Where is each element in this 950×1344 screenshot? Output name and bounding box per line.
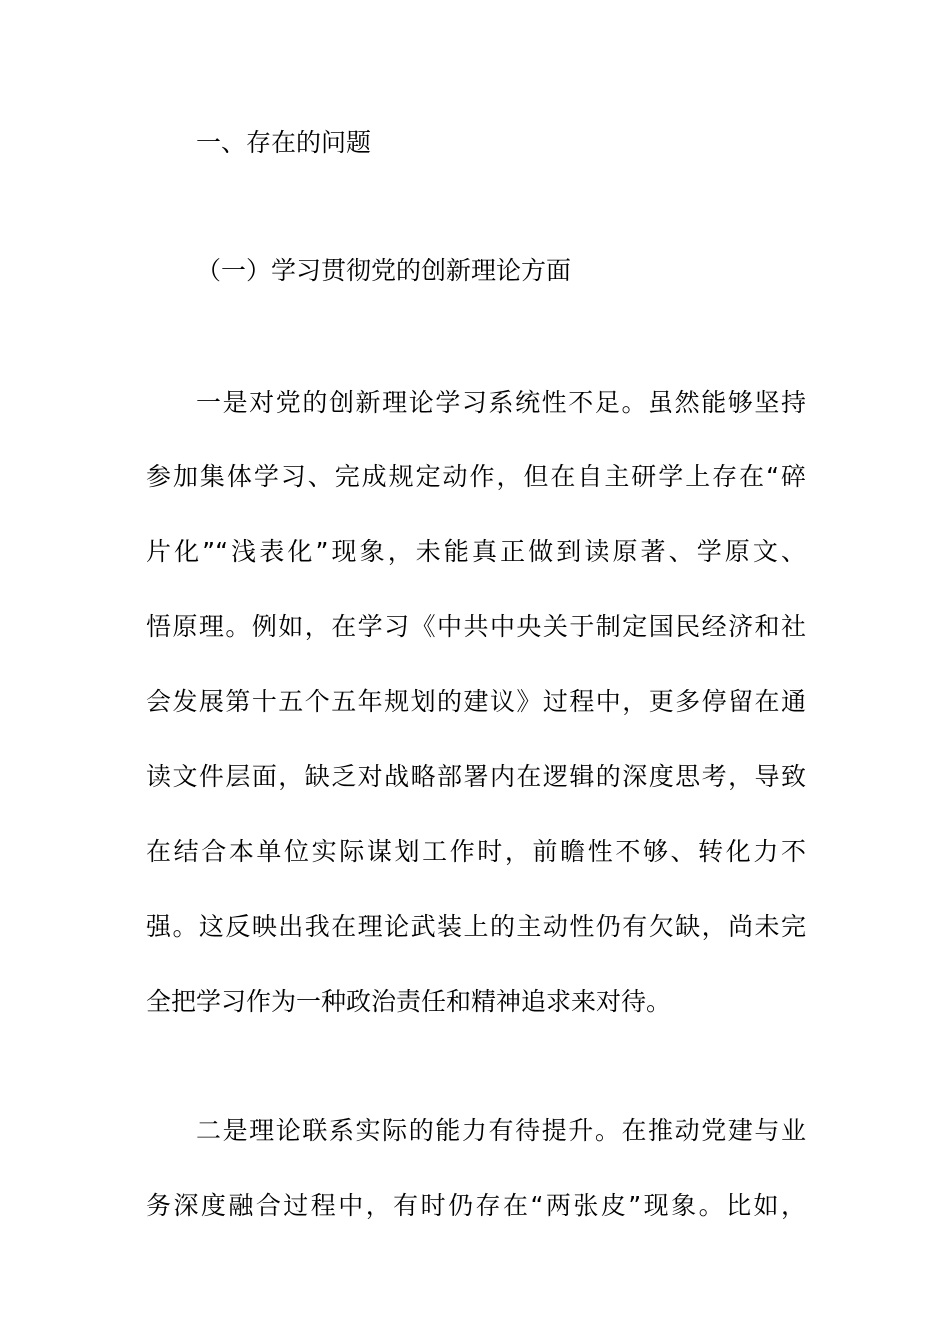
paragraph-line: 一是对党的创新理论学习系统性不足。虽然能够坚持 [196,388,806,417]
paragraph-line: 参加集体学习、完成规定动作，但在自主研学上存在“碎 [146,462,806,491]
section-heading: 一、存在的问题 [196,128,372,157]
paragraph-line: 务深度融合过程中，有时仍存在“两张皮”现象。比如， [146,1191,806,1220]
paragraph-line: 在结合本单位实际谋划工作时，前瞻性不够、转化力不 [146,837,806,866]
paragraph-line: 片化”“浅表化”现象，未能真正做到读原著、学原文、 [146,537,806,566]
paragraph-line: 悟原理。例如，在学习《中共中央关于制定国民经济和社 [146,612,806,641]
paragraph-line: 全把学习作为一种政治责任和精神追求来对待。 [146,987,672,1016]
paragraph-line: 二是理论联系实际的能力有待提升。在推动党建与业 [196,1116,806,1145]
paragraph-line: 会发展第十五个五年规划的建议》过程中，更多停留在通 [146,687,806,716]
subsection-heading: （一）学习贯彻党的创新理论方面 [196,256,572,285]
paragraph-line: 读文件层面，缺乏对战略部署内在逻辑的深度思考，导致 [146,762,806,791]
paragraph-line: 强。这反映出我在理论武装上的主动性仍有欠缺，尚未完 [146,912,806,941]
